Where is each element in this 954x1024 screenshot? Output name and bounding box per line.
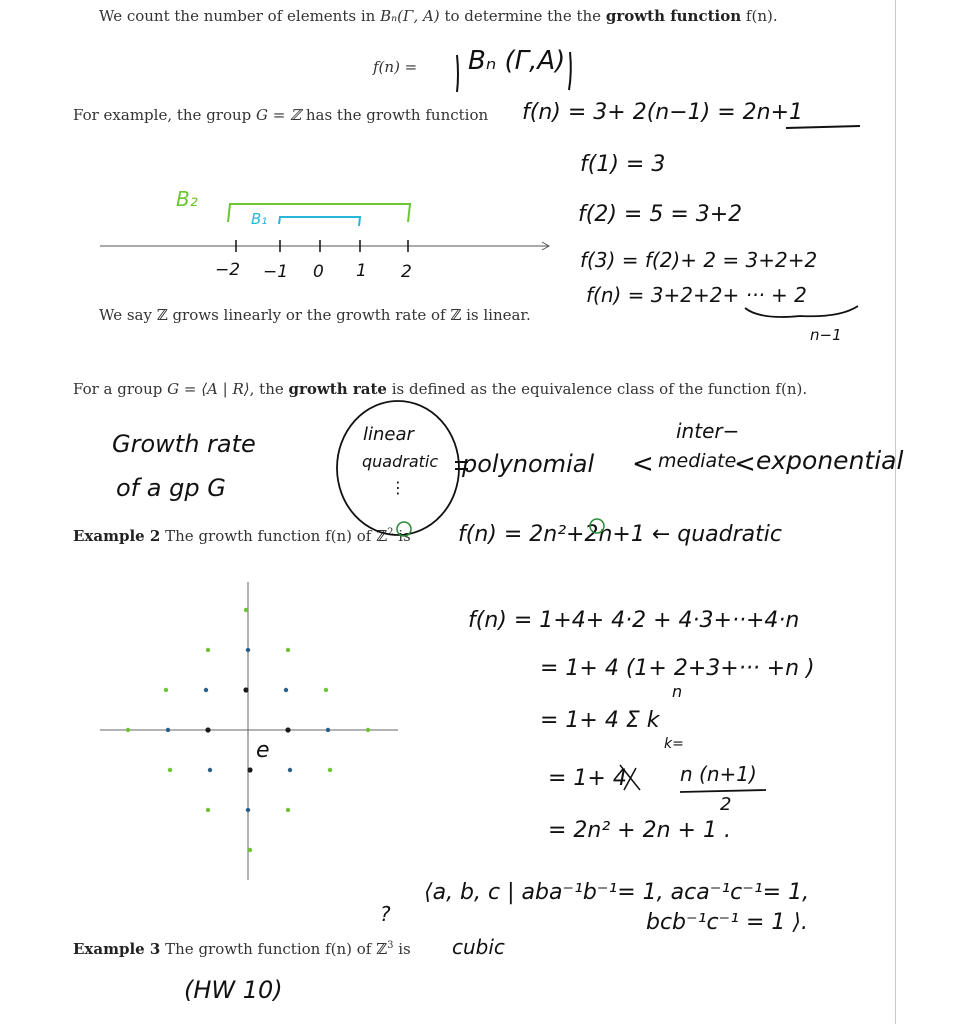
grid-point bbox=[126, 728, 130, 732]
hw-less-than-1: < bbox=[632, 449, 654, 479]
grid-point bbox=[324, 688, 328, 692]
hw-circle-linear: linear bbox=[363, 424, 414, 445]
hw-derivation-1: f(n) = 1+4+ 4·2 + 4·3+··+4·n bbox=[468, 608, 800, 633]
grid-point bbox=[366, 728, 370, 732]
grid-point bbox=[164, 688, 168, 692]
ball-b2-bracket bbox=[228, 204, 410, 222]
example-2: Example 2 The growth function f(n) of ℤ$^2$ is bbox=[73, 527, 411, 545]
grid-point bbox=[244, 608, 248, 612]
grid-point bbox=[243, 687, 248, 692]
grid-point bbox=[166, 728, 170, 732]
abs-bar-left bbox=[457, 55, 458, 92]
hw-derivation-2: = 1+ 4 (1+ 2+3+··· +n ) bbox=[540, 656, 815, 681]
grid-point bbox=[328, 768, 332, 772]
grid-point bbox=[205, 727, 210, 732]
grid-point bbox=[206, 648, 210, 652]
hw-circle-dots: ⋮ bbox=[390, 478, 406, 497]
hw-fraction-denominator: 2 bbox=[720, 794, 732, 815]
grid-point bbox=[286, 808, 290, 812]
hw-derivation-5: = 2n² + 2n + 1 . bbox=[548, 818, 731, 843]
hw-fraction-numerator: n (n+1) bbox=[680, 762, 757, 786]
hw-b2-label: B₂ bbox=[176, 187, 198, 211]
ball-b1-bracket bbox=[279, 217, 360, 226]
hw-b1-label: B₁ bbox=[251, 210, 268, 228]
intro-sentence: We count the number of elements in Bₙ(Γ, A) to determine the the growth function f(n). bbox=[99, 7, 778, 25]
circled-exponent-hw bbox=[590, 519, 604, 533]
hw-less-than-2: < bbox=[734, 449, 756, 479]
underline-2n-plus-1 bbox=[786, 126, 860, 128]
hw-growth-rate: Growth rate bbox=[112, 430, 256, 458]
number-line-tick-label: −1 bbox=[263, 262, 289, 282]
number-line-tick-label: 1 bbox=[356, 261, 367, 281]
hw-identity-e: e bbox=[256, 738, 270, 763]
grid-point bbox=[208, 768, 212, 772]
hw-derivation-4: = 1+ 4 bbox=[548, 766, 627, 791]
number-line-tick-label: 0 bbox=[313, 262, 324, 282]
hw-sum-lower: k= bbox=[664, 736, 684, 752]
grid-point bbox=[248, 848, 252, 852]
scratched-four bbox=[620, 765, 640, 790]
grid-point bbox=[168, 768, 172, 772]
grid-point bbox=[285, 727, 290, 732]
example-3: Example 3 The growth function f(n) of ℤ$^3$ is bbox=[73, 940, 411, 958]
hw-polynomial: polynomial bbox=[462, 450, 595, 478]
number-line-tick-label: 2 bbox=[401, 262, 412, 282]
hw-circle-quadratic: quadratic bbox=[362, 452, 439, 471]
hw-fn: f(n) = 3+2+2+ ··· + 2 bbox=[586, 283, 807, 307]
hw-derivation-3: = 1+ 4 Σ k bbox=[540, 708, 660, 733]
hw-f2: f(2) = 5 = 3+2 bbox=[578, 202, 743, 227]
grid-point bbox=[206, 808, 210, 812]
circled-examples bbox=[337, 401, 459, 535]
hw-cubic: cubic bbox=[452, 935, 505, 959]
hw-question-mark: ? bbox=[380, 902, 391, 926]
hw-brace-label: n−1 bbox=[810, 326, 842, 344]
hw-presentation-1: ⟨a, b, c | aba⁻¹b⁻¹= 1, aca⁻¹c⁻¹= 1, bbox=[424, 880, 810, 905]
hw-ex2-formula: f(n) = 2n²+2n+1 ← quadratic bbox=[458, 522, 782, 547]
fraction-bar bbox=[680, 790, 766, 792]
hw-f1: f(1) = 3 bbox=[580, 152, 666, 177]
formula-label: f(n) = bbox=[373, 58, 418, 76]
grid-point bbox=[326, 728, 330, 732]
example-line: For example, the group G = ℤ has the growth function bbox=[73, 106, 489, 124]
grid-point bbox=[246, 648, 250, 652]
grid-point bbox=[247, 767, 252, 772]
abs-bar-right bbox=[569, 52, 571, 90]
hw-z-growth: f(n) = 3+ 2(n−1) = 2n+1 bbox=[522, 100, 804, 125]
grid-point bbox=[284, 688, 288, 692]
grid-point bbox=[204, 688, 208, 692]
hw-ball-set: Bₙ (Γ,A) bbox=[468, 46, 566, 76]
hw-inter: inter− bbox=[676, 419, 740, 443]
grid-point bbox=[246, 808, 250, 812]
hw-homework: (HW 10) bbox=[184, 976, 283, 1004]
linear-sentence: We say ℤ grows linearly or the growth rate of ℤ is linear. bbox=[99, 306, 531, 324]
underbrace-n-minus-1 bbox=[745, 306, 858, 317]
hw-f3: f(3) = f(2)+ 2 = 3+2+2 bbox=[580, 248, 818, 272]
growth-rate-definition: For a group G = ⟨A | R⟩, the growth rate is defined as the equivalence class of the function f(n). bbox=[73, 380, 808, 398]
hw-exponential: exponential bbox=[756, 446, 904, 475]
hw-sum-upper: n bbox=[672, 682, 683, 701]
hw-presentation-2: bcb⁻¹c⁻¹ = 1 ⟩. bbox=[646, 910, 808, 935]
number-line-tick-label: −2 bbox=[215, 260, 241, 280]
grid-point bbox=[288, 768, 292, 772]
hw-of-a-gp: of a gp G bbox=[116, 474, 226, 502]
hw-mediate: mediate bbox=[658, 450, 737, 472]
grid-point bbox=[286, 648, 290, 652]
